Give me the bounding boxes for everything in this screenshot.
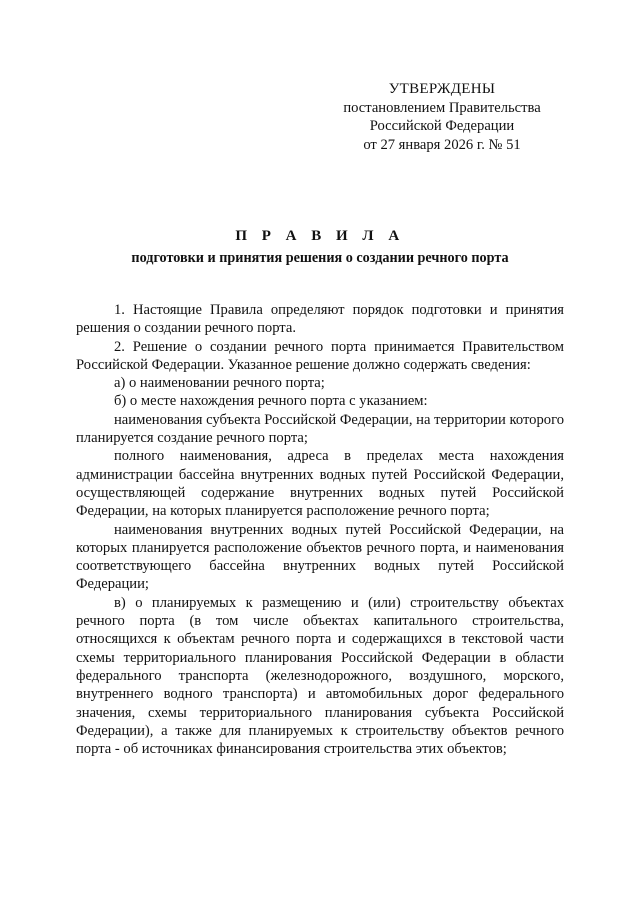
approval-line-2: Российской Федерации [369,118,515,134]
paragraph-2c: в) о планируемых к размещению и (или) строительству объектах речного порта (в том числе объектах капитального строительства, относящихся к объектам речного порта и содержащихся в текстовой части схемы территориального планирования Российской Федерации в области федерального транспорта (железнодорожного, воздушного, морского, внутреннего водного транспорта) и автомобильных дорог федерального значения, схемы территориального планирования субъекта Российской Федерации), а также для планируемых к строительству объектов речного порта - об источниках финансирования строительства этих объектов; [76,594,564,758]
approval-stamp [330,80,554,154]
document-body [76,301,564,758]
paragraph-2b-item-2: полного наименования, адреса в пределах места нахождения администрации бассейна внутренних водных путей Российской Федерации, осуществляющей содержание внутренних водных путей Российской Федерации, на которых планируется расположение речного порта; [76,448,564,520]
paragraph-2b-item-3: наименования внутренних водных путей Российской Федерации, на которых планируется расположение объектов речного порта, и наименования соответствующего бассейна внутренних водных путей Российской Федерации; [76,521,564,593]
approval-line-1: постановлением Правительства [343,99,541,116]
paragraph-1: 1. Настоящие Правила определяют порядок подготовки и принятия решения о создании речного порта. [76,302,564,337]
approval-date-line: от 27 января 2026 г. № 51 [363,136,521,153]
approved-label: УТВЕРЖДЕНЫ [388,81,496,97]
paragraph-2b: б) о месте нахождения речного порта с указанием: [114,393,428,410]
paragraph-2: 2. Решение о создании речного порта принимается Правительством Российской Федерации. Указанное решение должно содержать сведения: [76,338,564,373]
paragraph-2a: а) о наименовании речного порта; [114,375,325,392]
document-title: П Р А В И Л А [235,228,405,244]
document-subtitle: подготовки и принятия решения о создании речного порта [131,250,509,266]
paragraph-2b-item-1: наименования субъекта Российской Федерации, на территории которого планируется создание речного порта; [76,411,564,447]
